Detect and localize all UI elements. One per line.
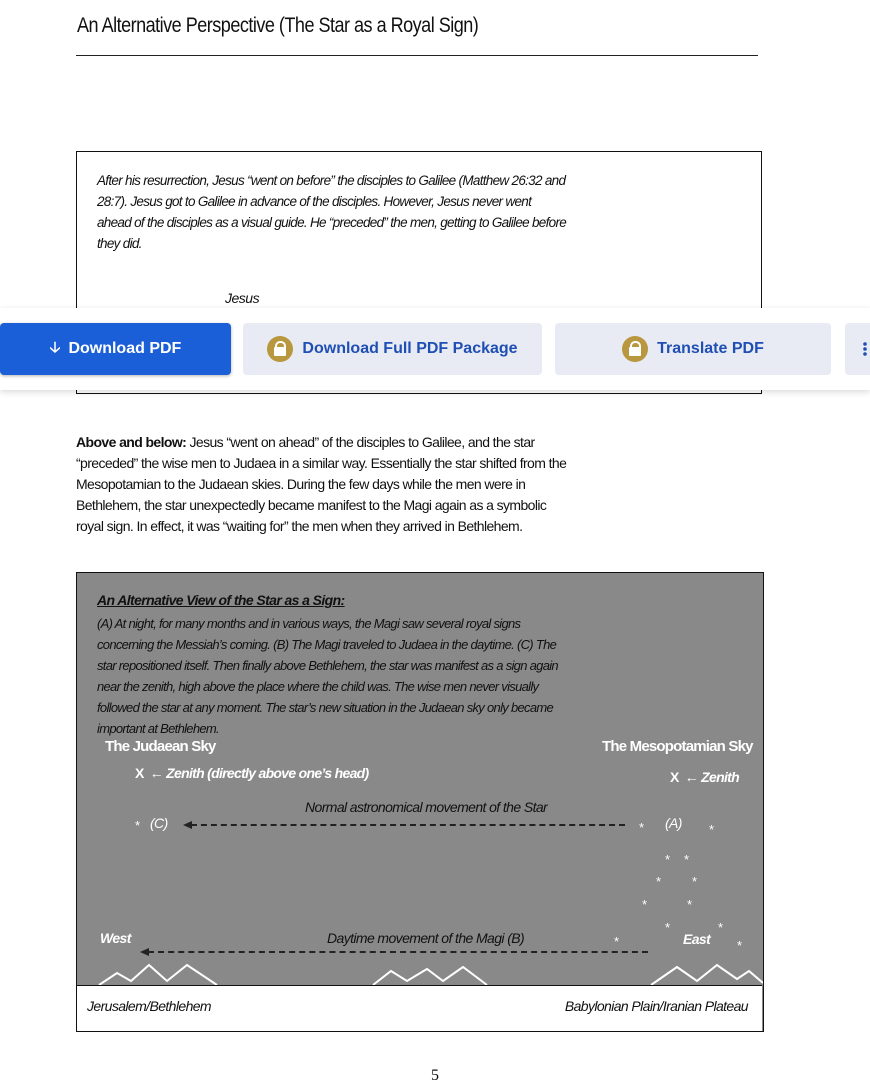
- star-marker: *: [709, 822, 715, 837]
- download-pdf-button[interactable]: [0, 323, 231, 375]
- zenith-left: [135, 765, 368, 781]
- download-package-label: Download Full PDF Package: [302, 340, 518, 357]
- east-label: East: [683, 931, 711, 947]
- more-vertical-icon: [863, 342, 867, 356]
- star-movement-line: [191, 824, 625, 826]
- header-divider: [76, 55, 758, 56]
- download-toolbar: [0, 308, 870, 390]
- babylonian-label: Babylonian Plain/Iranian Plateau: [564, 998, 748, 1014]
- translate-pdf-label: Translate PDF: [657, 340, 764, 357]
- download-package-button[interactable]: [243, 323, 542, 375]
- zenith-left-label: Zenith (directly above one’s head): [166, 765, 369, 781]
- page-number: 5: [431, 1067, 439, 1084]
- star-marker: *: [614, 934, 620, 949]
- zenith-x-mark: X: [670, 769, 679, 785]
- mountain-range: [77, 959, 763, 987]
- star-marker: *: [656, 874, 662, 889]
- star-sign-diagram: [76, 572, 764, 1032]
- west-label: West: [100, 930, 131, 946]
- translate-pdf-button[interactable]: [555, 323, 831, 375]
- daytime-movement-label: Daytime movement of the Magi (B): [327, 930, 525, 946]
- caption-lead: Above and below:: [76, 434, 187, 450]
- arrow-left-icon: ←: [684, 769, 698, 785]
- resurrection-text: After his resurrection, Jesus “went on before” the disciples to Galilee (Matthew 26:32 and 28:7). Jesus got to Galilee in advance of the disciples. However, Jesus never went ahead of the disciples as a visual guide. He “preceded” the men, getting to Galilee before they did.: [97, 173, 567, 251]
- star-marker: *: [684, 852, 690, 867]
- diagram-description: (A) At night, for many months and in various ways, the Magi saw several royal signs concerning the Messiah’s coming. (B) The Magi traveled to Judaea in the daytime. (C) The star repositioned itself. Then finally above Bethlehem, the star was manifest as a sign again near the zenith, high above the place where the child was. The wise men never visually followed the star at any moment. The star’s new situation in the Judaean sky only became important at Bethlehem.: [97, 616, 558, 736]
- zenith-x-mark: X: [135, 765, 144, 781]
- diagram-title: An Alternative View of the Star as a Sign:: [97, 592, 345, 608]
- more-options-button[interactable]: [845, 323, 870, 375]
- star-marker: *: [718, 920, 724, 935]
- star-marker: *: [665, 920, 671, 935]
- zenith-right: [670, 769, 739, 785]
- star-marker: *: [642, 897, 648, 912]
- diagram-footer: [77, 985, 762, 1032]
- mesopotamian-sky-label: The Mesopotamian Sky: [602, 738, 753, 755]
- jesus-label: Jesus: [225, 290, 260, 306]
- star-marker: *: [737, 938, 743, 953]
- arrow-down-icon: 🡣: [49, 338, 61, 356]
- lock-icon: [622, 336, 648, 362]
- magi-movement-line: [148, 951, 648, 953]
- jerusalem-label: Jerusalem/Bethlehem: [87, 998, 211, 1014]
- star-marker: *: [692, 874, 698, 889]
- caption-text: Jesus “went on ahead” of the disciples to Galilee, and the star “preceded” the wise men to Judaea in a similar way. Essentially the star shifted from the Mesopotamian to the Judaean skies. During the few days while the men were in Bethlehem, the star unexpectedly became manifest to the Magi again as a symbolic royal sign. In effect, it was “waiting for” the men when they arrived in Bethlehem.: [76, 434, 567, 534]
- caption: [76, 432, 576, 537]
- page-title: An Alternative Perspective (The Star as a Royal Sign): [77, 14, 479, 37]
- star-marker: *: [665, 852, 671, 867]
- label-c: (C): [150, 815, 168, 831]
- normal-movement-label: Normal astronomical movement of the Star: [305, 799, 548, 815]
- zenith-right-label: Zenith: [701, 769, 739, 785]
- star-marker: *: [639, 820, 645, 835]
- judaean-sky-label: The Judaean Sky: [105, 738, 216, 755]
- label-a: (A): [665, 815, 682, 831]
- lock-icon: [267, 336, 293, 362]
- arrow-left-icon: ←: [149, 765, 163, 781]
- download-pdf-label: Download PDF: [68, 340, 182, 357]
- star-marker: *: [135, 818, 141, 833]
- star-marker: *: [687, 897, 693, 912]
